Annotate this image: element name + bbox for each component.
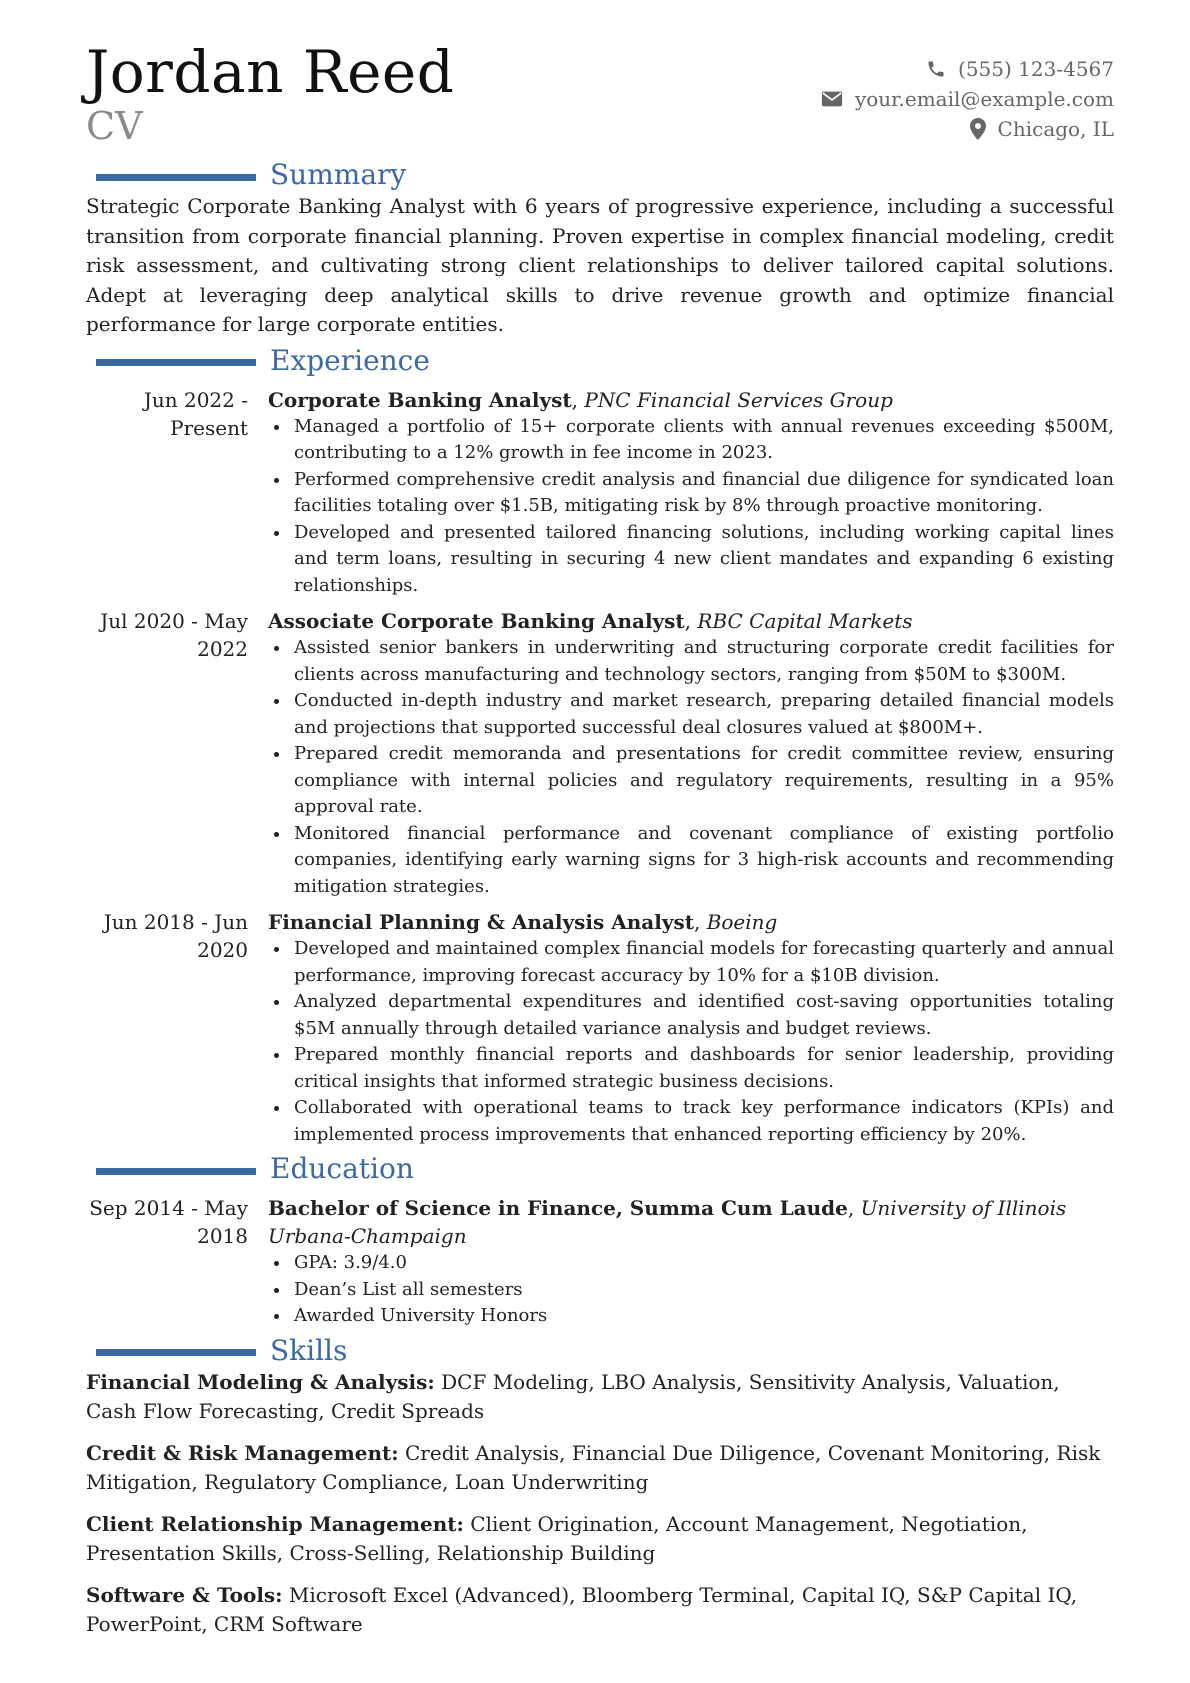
entry-date: Jun 2018 - Jun 2020 bbox=[103, 910, 248, 962]
skill-group bbox=[86, 1439, 1114, 1498]
contact-phone-row bbox=[821, 54, 1114, 84]
skill-group bbox=[86, 1510, 1114, 1569]
section-accent-bar bbox=[96, 174, 256, 181]
phone-icon bbox=[926, 59, 946, 79]
contact-email-row bbox=[821, 84, 1114, 114]
summary-title: Summary bbox=[270, 158, 407, 191]
entry-institution: University of Illinois Urbana-Champaign bbox=[268, 1196, 1067, 1248]
list-item: Developed and presented tailored financing solutions, including working capital lines and term loans, resulting in securing 4 new client mandates and expanding 6 existing relationships. bbox=[268, 520, 1114, 600]
entry-body bbox=[268, 386, 1114, 600]
skill-group-label: Credit & Risk Management: bbox=[86, 1440, 399, 1465]
list-item: Prepared credit memoranda and presentations for credit committee review, ensuring compliance with internal policies and regulatory requirements, resulting in a 95% approval rate. bbox=[268, 741, 1114, 821]
skills-section-header bbox=[86, 1334, 1114, 1368]
summary-text: Strategic Corporate Banking Analyst with 6 years of progressive experience, including a successful transition from corporate financial planning. Proven expertise in complex financial modeling, credit risk assessment, and cultivating strong client relationships to deliver tailored capital solutions. Adept at leveraging deep analytical skills to drive revenue growth and optimize financial performance for large corporate entities. bbox=[86, 194, 1114, 336]
list-item: Prepared monthly financial reports and dashboards for senior leadership, providing critical insights that informed strategic business decisions. bbox=[268, 1042, 1114, 1095]
experience-entry bbox=[86, 908, 1114, 1148]
summary-section-header bbox=[86, 158, 1114, 192]
cv-page bbox=[86, 40, 1114, 1652]
entry-organization: Boeing bbox=[706, 910, 778, 934]
entry-organization: PNC Financial Services Group bbox=[584, 387, 893, 412]
entry-bullet-list bbox=[268, 414, 1114, 600]
entry-bullet-list bbox=[268, 1250, 1114, 1330]
list-item: Conducted in-depth industry and market research, preparing detailed financial models and projections that supported successful deal closures valued at $800M+. bbox=[268, 688, 1114, 741]
experience-entry bbox=[86, 386, 1114, 600]
candidate-name: Jordan Reed bbox=[86, 38, 455, 106]
list-item: Monitored financial performance and covenant compliance of existing portfolio companies, identifying early warning signs for 3 high-risk accounts and recommending mitigation strategies. bbox=[268, 821, 1114, 901]
entry-role: Associate Corporate Banking Analyst bbox=[268, 609, 685, 633]
skill-group-label: Financial Modeling & Analysis: bbox=[86, 1369, 435, 1394]
entry-degree: Bachelor of Science in Finance, Summa Cum Laude bbox=[268, 1196, 848, 1220]
list-item: Developed and maintained complex financial models for forecasting quarterly and annual performance, improving forecast accuracy by 10% for a $10B division. bbox=[268, 936, 1114, 989]
contact-email[interactable]: your.email@example.com bbox=[854, 87, 1114, 111]
section-accent-bar bbox=[96, 359, 256, 366]
entry-body bbox=[268, 1194, 1114, 1330]
entry-title: Corporate Banking Analyst, PNC Financial Services Group bbox=[268, 387, 893, 412]
list-item: Analyzed departmental expenditures and identified cost-saving opportunities totaling $5M annually through detailed variance analysis and budget reviews. bbox=[268, 989, 1114, 1042]
entry-body bbox=[268, 908, 1114, 1148]
entry-title: Bachelor of Science in Finance, Summa Cum Laude, University of Illinois Urbana-Champaign bbox=[268, 1196, 1067, 1248]
experience-entry bbox=[86, 607, 1114, 900]
list-item: Dean’s List all semesters bbox=[268, 1277, 1114, 1304]
cv-header bbox=[86, 40, 1114, 158]
contact-location-row bbox=[821, 114, 1114, 144]
envelope-icon bbox=[821, 90, 843, 108]
skill-group-text: Microsoft Excel (Advanced), Bloomberg Terminal, Capital IQ, S&P Capital IQ, PowerPoint, CRM Software bbox=[86, 1582, 1078, 1636]
contact-phone[interactable]: (555) 123-4567 bbox=[958, 57, 1114, 81]
skill-group bbox=[86, 1368, 1114, 1427]
education-title: Education bbox=[270, 1152, 414, 1185]
skills-title: Skills bbox=[270, 1333, 348, 1367]
section-accent-bar bbox=[96, 1168, 256, 1175]
list-item: Awarded University Honors bbox=[268, 1303, 1114, 1330]
contact-block bbox=[821, 54, 1114, 144]
skill-group-text: Client Origination, Account Management, Negotiation, Presentation Skills, Cross-Selling, Relationship Building bbox=[86, 1511, 1028, 1565]
map-pin-icon bbox=[970, 118, 986, 140]
entry-body bbox=[268, 607, 1114, 900]
skill-group-label: Client Relationship Management: bbox=[86, 1511, 464, 1536]
entry-role: Corporate Banking Analyst bbox=[268, 387, 572, 412]
entry-bullet-list bbox=[268, 936, 1114, 1148]
skill-group-text: Credit Analysis, Financial Due Diligence, Covenant Monitoring, Risk Mitigation, Regulatory Compliance, Loan Underwriting bbox=[86, 1440, 1101, 1494]
list-item: Collaborated with operational teams to track key performance indicators (KPIs) and implemented process improvements that enhanced reporting efficiency by 20%. bbox=[268, 1095, 1114, 1148]
entry-date: Jul 2020 - May 2022 bbox=[100, 609, 248, 661]
skill-group bbox=[86, 1581, 1114, 1640]
entry-organization: RBC Capital Markets bbox=[697, 609, 913, 633]
skill-group-label: Software & Tools: bbox=[86, 1582, 283, 1607]
contact-location: Chicago, IL bbox=[997, 117, 1114, 141]
experience-title: Experience bbox=[270, 343, 430, 377]
list-item: GPA: 3.9/4.0 bbox=[268, 1250, 1114, 1277]
entry-role: Financial Planning & Analysis Analyst bbox=[268, 910, 694, 934]
list-item: Managed a portfolio of 15+ corporate clients with annual revenues exceeding $500M, contributing to a 12% growth in fee income in 2023. bbox=[268, 414, 1114, 467]
entry-bullet-list bbox=[268, 635, 1114, 900]
section-accent-bar bbox=[96, 1349, 256, 1356]
entry-date: Jun 2022 - Present bbox=[143, 387, 248, 440]
education-section-header bbox=[86, 1152, 1114, 1186]
list-item: Performed comprehensive credit analysis and financial due diligence for syndicated loan facilities totaling over $1.5B, mitigating risk by 8% through proactive monitoring. bbox=[268, 467, 1114, 520]
document-subtitle: CV bbox=[86, 104, 143, 148]
education-entry bbox=[86, 1194, 1114, 1330]
entry-title: Financial Planning & Analysis Analyst, Boeing bbox=[268, 910, 778, 934]
entry-date: Sep 2014 - May 2018 bbox=[89, 1196, 248, 1248]
skill-group-text: DCF Modeling, LBO Analysis, Sensitivity Analysis, Valuation, Cash Flow Forecasting, Credit Spreads bbox=[86, 1369, 1060, 1423]
list-item: Assisted senior bankers in underwriting and structuring corporate credit facilities for clients across manufacturing and technology sectors, ranging from $50M to $300M. bbox=[268, 635, 1114, 688]
experience-section-header bbox=[86, 344, 1114, 378]
entry-title: Associate Corporate Banking Analyst, RBC Capital Markets bbox=[268, 609, 913, 633]
